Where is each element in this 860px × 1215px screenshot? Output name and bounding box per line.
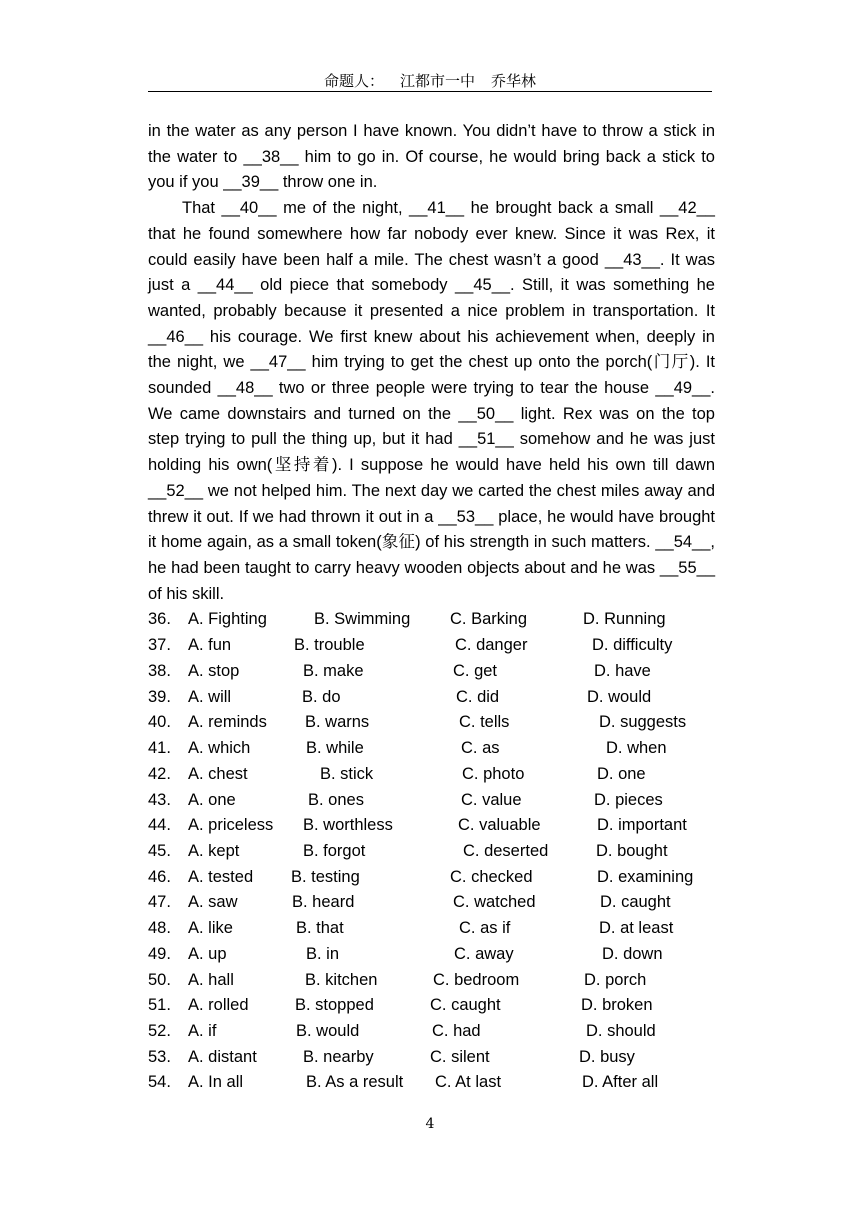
question-row [148, 916, 718, 942]
option-b: B. trouble [294, 636, 365, 654]
header-school: 江都市一中 [399, 72, 475, 90]
option-c: C. valuable [458, 816, 541, 834]
question-number: 41. [148, 739, 171, 757]
option-b: B. Swimming [314, 610, 411, 628]
option-a: A. hall [188, 971, 234, 989]
question-number: 54. [148, 1073, 171, 1091]
option-b: B. kitchen [305, 971, 378, 989]
question-row [148, 736, 718, 762]
option-b: B. forgot [303, 842, 366, 860]
question-number: 44. [148, 816, 171, 834]
option-b: B. ones [308, 791, 364, 809]
question-row [148, 659, 718, 685]
option-b: B. stopped [295, 996, 374, 1014]
question-row [148, 633, 718, 659]
question-row [148, 890, 718, 916]
option-d: D. suggests [599, 713, 687, 731]
option-d: D. bought [596, 842, 668, 860]
option-c: C. caught [430, 996, 501, 1014]
question-number: 49. [148, 945, 171, 963]
option-b: B. warns [305, 713, 370, 731]
option-d: D. After all [582, 1073, 659, 1091]
option-c: C. deserted [463, 842, 549, 860]
option-d: D. porch [584, 971, 647, 989]
option-c: C. get [453, 662, 498, 680]
question-number: 48. [148, 919, 171, 937]
option-a: A. kept [188, 842, 240, 860]
option-c: C. photo [462, 765, 525, 783]
question-number: 51. [148, 996, 171, 1014]
question-row [148, 813, 718, 839]
question-number: 36. [148, 610, 171, 628]
option-d: D. broken [581, 996, 653, 1014]
header-author: 乔华林 [491, 72, 537, 90]
option-a: A. chest [188, 765, 248, 783]
option-d: D. important [597, 816, 687, 834]
option-c: C. watched [453, 893, 536, 911]
option-a: A. In all [188, 1073, 244, 1091]
option-d: D. examining [597, 868, 694, 886]
option-b: B. heard [292, 893, 355, 911]
option-a: A. up [188, 945, 227, 963]
question-row [148, 788, 718, 814]
option-d: D. should [586, 1022, 656, 1040]
option-a: A. Fighting [188, 610, 267, 628]
question-row [148, 1045, 718, 1071]
option-b: B. stick [320, 765, 374, 783]
question-row [148, 607, 718, 633]
option-d: D. difficulty [592, 636, 673, 654]
option-b: B. testing [291, 868, 360, 886]
option-c: C. as [461, 739, 500, 757]
option-a: A. tested [188, 868, 254, 886]
option-b: B. do [302, 688, 341, 706]
question-row [148, 942, 718, 968]
question-number: 50. [148, 971, 171, 989]
question-number: 46. [148, 868, 171, 886]
option-d: D. would [587, 688, 652, 706]
question-number: 38. [148, 662, 171, 680]
option-a: A. if [188, 1022, 217, 1040]
question-row [148, 839, 718, 865]
question-number: 42. [148, 765, 171, 783]
option-d: D. one [597, 765, 646, 783]
page-number: 4 [425, 1116, 435, 1132]
option-d: D. have [594, 662, 651, 680]
question-number: 40. [148, 713, 171, 731]
passage [148, 119, 715, 607]
question-row [148, 1070, 718, 1096]
question-row [148, 762, 718, 788]
option-a: A. priceless [188, 816, 274, 834]
question-number: 39. [148, 688, 171, 706]
question-row [148, 865, 718, 891]
option-d: D. Running [583, 610, 666, 628]
option-c: C. At last [435, 1073, 502, 1091]
option-c: C. had [432, 1022, 481, 1040]
question-number: 45. [148, 842, 171, 860]
option-a: A. stop [188, 662, 240, 680]
option-b: B. nearby [303, 1048, 374, 1066]
option-a: A. like [188, 919, 233, 937]
option-c: C. away [454, 945, 514, 963]
option-a: A. reminds [188, 713, 267, 731]
option-b: B. while [306, 739, 364, 757]
passage-paragraph-1: in the water as any person I have known. You didn’t have to throw a stick in the water to __38__ him to go in. Of course, he would bring back a stick to you if you __39__ throw one in. [148, 122, 715, 192]
option-a: A. saw [188, 893, 238, 911]
option-a: A. will [188, 688, 232, 706]
option-d: D. down [602, 945, 663, 963]
option-d: D. busy [579, 1048, 635, 1066]
question-row [148, 993, 718, 1019]
option-c: C. silent [430, 1048, 490, 1066]
option-b: B. As a result [306, 1073, 404, 1091]
option-c: C. Barking [450, 610, 528, 628]
option-d: D. when [606, 739, 667, 757]
question-number: 37. [148, 636, 171, 654]
header-label: 命题人： [323, 72, 384, 90]
question-number: 52. [148, 1022, 171, 1040]
option-d: D. at least [599, 919, 674, 937]
question-number: 53. [148, 1048, 171, 1066]
option-a: A. which [188, 739, 251, 757]
option-c: C. did [456, 688, 500, 706]
option-c: C. danger [455, 636, 528, 654]
option-b: B. worthless [303, 816, 393, 834]
option-b: B. in [306, 945, 340, 963]
option-d: D. pieces [594, 791, 663, 809]
passage-paragraph-2: That __40__ me of the night, __41__ he brought back a small __42__ that he found somewhere how far nobody ever knew. Since it was Rex, it could easily have been half a mile. The chest wasn’t a good __43__. It was just a __44__ old piece that somebody __45__. Still, it was something he wanted, probably because it presented a nice problem in transportation. It __46__ his courage. We first knew about his achievement when, deeply in the night, we __47__ him trying to get the chest up onto the porch(门厅). It sounded __48__ two or three people were trying to tear the house __49__. We came downstairs and turned on the __50__ light. Rex was on the top step trying to pull the thing up, but it had __51__ somehow and he was just holding his own(坚持着). I suppose he would have held his own till dawn __52__ we not helped him. The next day we carted the chest miles away and threw it out. If we had thrown it out in a __53__ place, he would have brought it home again, as a small token(象征) of his strength in such matters. __54__, he had been taught to carry heavy wooden objects about and he was __55__ of his skill. [148, 199, 715, 603]
option-c: C. tells [459, 713, 510, 731]
option-b: B. would [296, 1022, 360, 1040]
option-a: A. distant [188, 1048, 257, 1066]
option-c: C. as if [459, 919, 511, 937]
question-row [148, 685, 718, 711]
option-a: A. fun [188, 636, 232, 654]
question-number: 47. [148, 893, 171, 911]
question-row [148, 968, 718, 994]
option-d: D. caught [600, 893, 671, 911]
option-b: B. make [303, 662, 364, 680]
page-header [148, 70, 712, 91]
question-row [148, 710, 718, 736]
option-a: A. one [188, 791, 236, 809]
option-a: A. rolled [188, 996, 249, 1014]
header-rule [148, 91, 712, 92]
option-b: B. that [296, 919, 344, 937]
option-c: C. checked [450, 868, 533, 886]
option-c: C. value [461, 791, 522, 809]
option-c: C. bedroom [433, 971, 520, 989]
question-number: 43. [148, 791, 171, 809]
question-row [148, 1019, 718, 1045]
